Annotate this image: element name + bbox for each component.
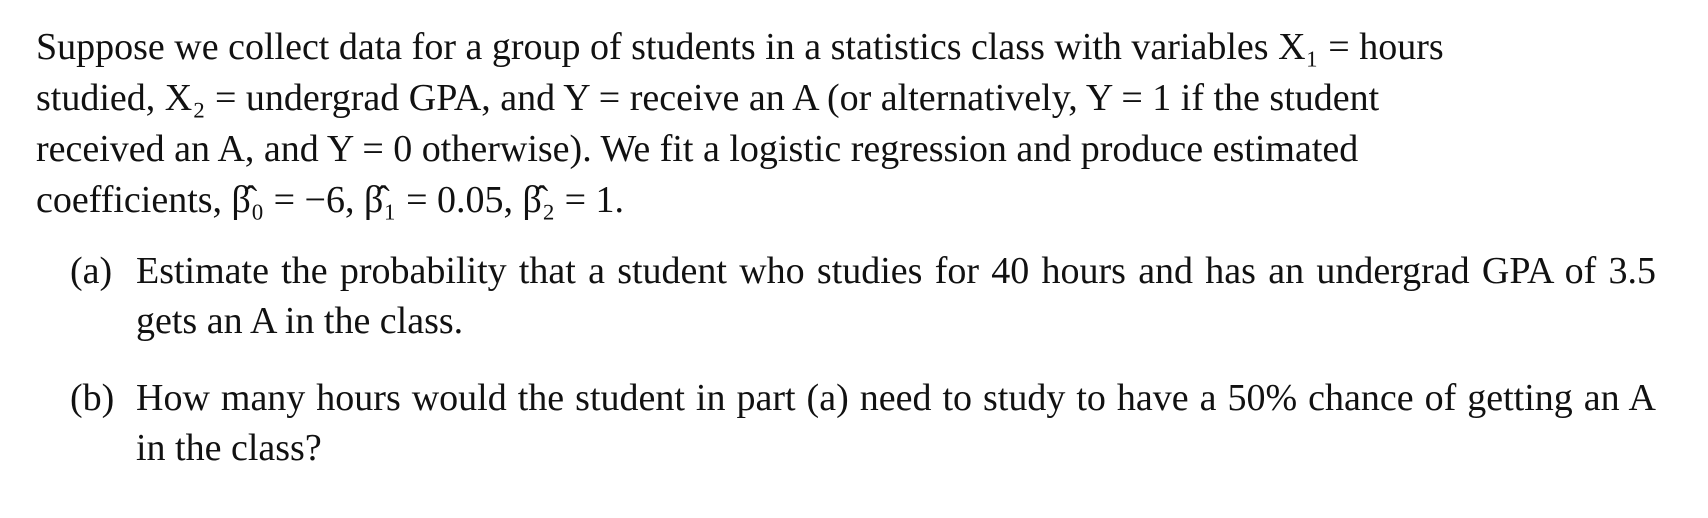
- question-part-b: [70, 373, 1656, 473]
- question-part-a: [70, 246, 1656, 346]
- intro-line-2: studied, X₂ = undergrad GPA, and Y = receive an A (or alternatively, Y = 1 if the student: [36, 77, 1380, 119]
- part-a-label: (a): [70, 250, 113, 292]
- part-b-label: (b): [70, 377, 115, 419]
- question-parts: [36, 246, 1656, 473]
- intro-line-4: coefficients, β̂₀ = −6, β̂₁ = 0.05, β̂₂ = 1.: [36, 179, 625, 221]
- part-b-text: How many hours would the student in part (a) need to study to have a 50% chance of getting an A in the class?: [136, 377, 1656, 469]
- problem-intro: [36, 22, 1656, 226]
- intro-line-1: Suppose we collect data for a group of students in a statistics class with variables X₁ = hours: [36, 26, 1444, 68]
- problem-document: [36, 22, 1656, 500]
- intro-line-3: received an A, and Y = 0 otherwise). We fit a logistic regression and produce estimated: [36, 128, 1359, 170]
- part-a-text: Estimate the probability that a student who studies for 40 hours and has an undergrad GPA of 3.5 gets an A in the class.: [136, 250, 1656, 342]
